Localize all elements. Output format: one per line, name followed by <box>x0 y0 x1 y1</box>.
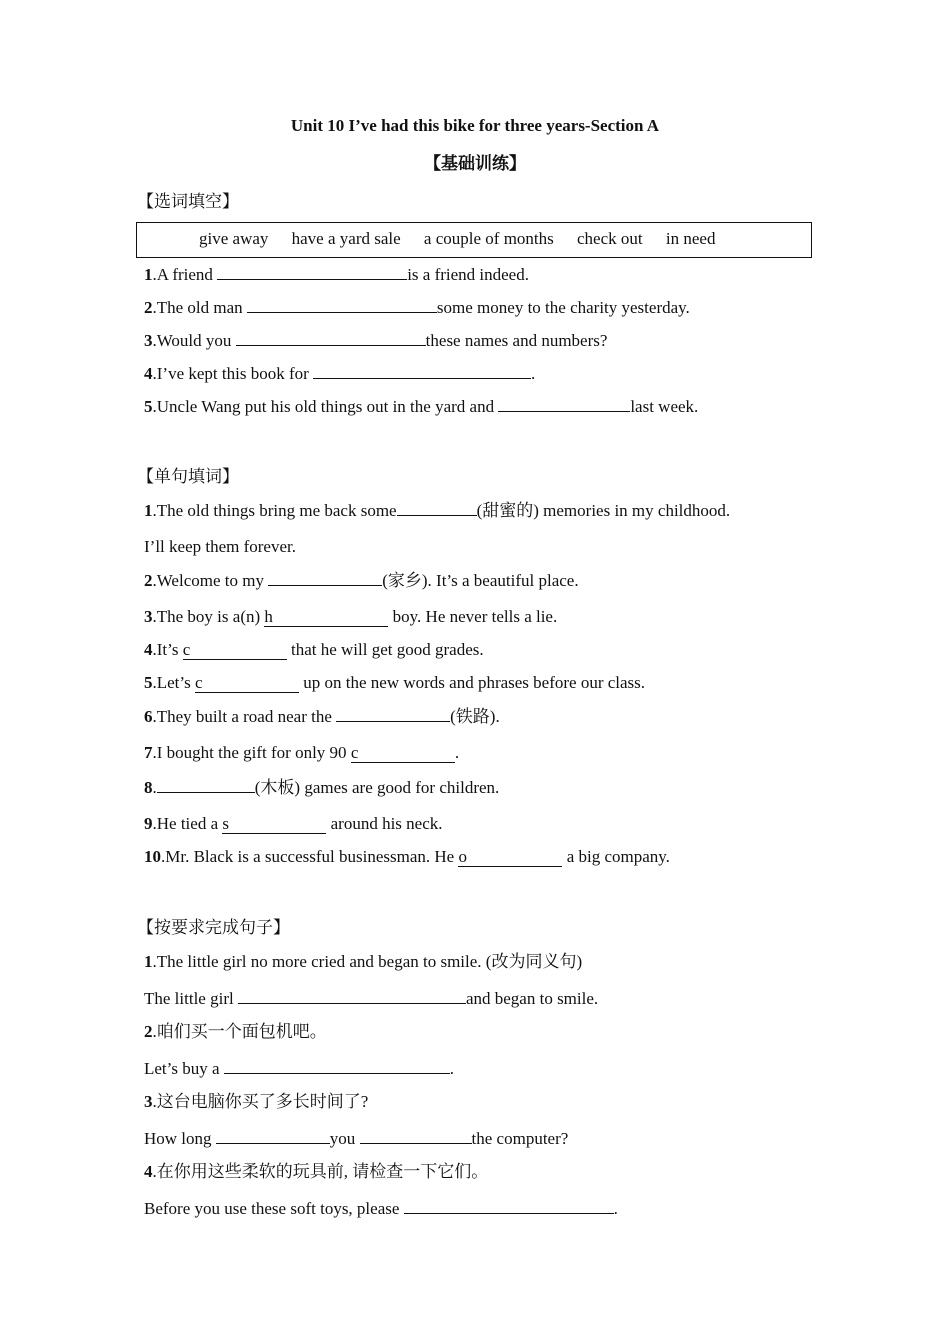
question-text: . <box>152 778 157 797</box>
question-number: 1 <box>144 501 153 520</box>
question-text: .The old man <box>152 298 247 317</box>
question-text: .这台电脑你买了多长时间了? <box>152 1092 369 1111</box>
s3-question-3 <box>144 1091 368 1113</box>
question-number: 1 <box>144 952 153 971</box>
s2-question-7 <box>144 742 459 764</box>
question-text: a big company. <box>562 847 670 866</box>
answer-text: Let’s buy a <box>144 1059 224 1078</box>
section1-heading: 【选词填空】 <box>137 192 239 211</box>
answer-text: you <box>329 1129 360 1148</box>
answer-blank[interactable]: c <box>183 641 287 660</box>
question-number: 7 <box>144 743 153 762</box>
question-text: (家乡). It’s a beautiful place. <box>382 571 579 590</box>
answer-blank[interactable]: c <box>351 744 455 763</box>
s1-question-2 <box>144 296 690 319</box>
s2-question-5 <box>144 672 645 694</box>
question-text: up on the new words and phrases before our class. <box>299 673 646 692</box>
answer-blank[interactable] <box>360 1127 472 1144</box>
question-number: 3 <box>144 607 153 626</box>
question-text: .在你用这些柔软的玩具前, 请检查一下它们。 <box>152 1162 489 1181</box>
s2-question-3 <box>144 606 557 628</box>
word-option: check out <box>577 229 643 248</box>
answer-text: The little girl <box>144 989 238 1008</box>
answer-blank[interactable] <box>336 721 450 722</box>
s2-question-2 <box>144 570 579 592</box>
answer-text: and began to smile. <box>465 989 599 1008</box>
answer-blank[interactable]: h <box>264 608 388 627</box>
page-subtitle: 【基础训练】 <box>424 154 526 173</box>
question-text: (甜蜜的) memories in my childhood. <box>476 501 731 520</box>
page-title: Unit 10 I’ve had this bike for three years-Section A <box>290 116 660 135</box>
question-number: 4 <box>144 364 153 383</box>
question-text: (木板) games are good for children. <box>254 778 500 797</box>
question-text: .The boy is a(n) <box>152 607 265 626</box>
question-number: 1 <box>144 265 153 284</box>
answer-blank[interactable] <box>313 362 531 379</box>
question-text: .Mr. Black is a successful businessman. He <box>161 847 459 866</box>
question-text: .The old things bring me back some <box>152 501 397 520</box>
question-text: .I bought the gift for only 90 <box>152 743 351 762</box>
question-text: (铁路). <box>450 707 500 726</box>
answer-blank[interactable]: s <box>222 815 326 834</box>
question-number: 5 <box>144 397 153 416</box>
question-text: last week. <box>630 397 699 416</box>
question-number: 4 <box>144 640 153 659</box>
s3-question-2 <box>144 1021 327 1043</box>
word-option: have a yard sale <box>291 229 401 248</box>
answer-blank[interactable] <box>268 585 382 586</box>
question-number: 3 <box>144 1092 153 1111</box>
word-list <box>199 229 734 249</box>
question-text: around his neck. <box>326 814 443 833</box>
answer-text: the computer? <box>471 1129 569 1148</box>
s1-question-4 <box>144 362 535 385</box>
answer-blank[interactable] <box>404 1197 614 1214</box>
answer-blank[interactable] <box>498 395 630 412</box>
word-option: a couple of months <box>423 229 554 248</box>
answer-text: . <box>449 1059 455 1078</box>
question-number: 9 <box>144 814 153 833</box>
question-number: 8 <box>144 778 153 797</box>
question-text: .Let’s <box>152 673 195 692</box>
question-text: . <box>454 743 460 762</box>
s2-question-6 <box>144 706 500 728</box>
question-text: is a friend indeed. <box>407 265 529 284</box>
answer-blank[interactable] <box>157 792 255 793</box>
s3-question-1 <box>144 951 582 973</box>
question-text: some money to the charity yesterday. <box>436 298 690 317</box>
s1-question-5 <box>144 395 698 418</box>
s2-question-9 <box>144 813 443 835</box>
answer-blank[interactable]: c <box>195 674 299 693</box>
s2-question-1-continued: I’ll keep them forever. <box>144 537 296 556</box>
question-number: 4 <box>144 1162 153 1181</box>
question-text: .Welcome to my <box>152 571 269 590</box>
answer-blank[interactable] <box>238 987 466 1004</box>
s3-answer-4 <box>144 1197 618 1220</box>
s2-question-8 <box>144 777 499 799</box>
section3-heading: 【按要求完成句子】 <box>137 918 290 937</box>
question-text: .咱们买一个面包机吧。 <box>152 1022 327 1041</box>
answer-blank[interactable]: o <box>458 848 562 867</box>
answer-text: . <box>613 1199 618 1218</box>
word-option: in need <box>665 229 716 248</box>
question-number: 2 <box>144 298 153 317</box>
question-number: 3 <box>144 331 153 350</box>
s2-question-1 <box>144 500 730 522</box>
answer-blank[interactable] <box>236 329 426 346</box>
s3-answer-1 <box>144 987 598 1010</box>
question-number: 2 <box>144 1022 153 1041</box>
question-text: that he will get good grades. <box>286 640 484 659</box>
answer-blank[interactable] <box>224 1057 450 1074</box>
answer-blank[interactable] <box>247 296 437 313</box>
s2-question-4 <box>144 639 484 661</box>
question-text: .The little girl no more cried and began to smile. (改为同义句) <box>152 952 583 971</box>
answer-text: Before you use these soft toys, please <box>144 1199 404 1218</box>
question-text: .They built a road near the <box>152 707 337 726</box>
word-box <box>136 222 812 258</box>
answer-blank[interactable] <box>217 263 407 280</box>
s1-question-3 <box>144 329 607 352</box>
question-text: boy. He never tells a lie. <box>388 607 558 626</box>
section2-heading: 【单句填词】 <box>137 467 239 486</box>
s3-answer-2 <box>144 1057 454 1080</box>
question-number: 10 <box>144 847 161 866</box>
question-number: 6 <box>144 707 153 726</box>
answer-text: How long <box>144 1129 216 1148</box>
s3-answer-3 <box>144 1127 568 1150</box>
question-text: .It’s <box>152 640 183 659</box>
word-option: give away <box>199 229 269 248</box>
question-number: 5 <box>144 673 153 692</box>
question-text: . <box>531 364 536 383</box>
question-text: .Would you <box>152 331 236 350</box>
s3-question-4 <box>144 1161 488 1183</box>
s2-question-10 <box>144 846 670 868</box>
question-text: .He tied a <box>152 814 223 833</box>
question-text: .I’ve kept this book for <box>152 364 314 383</box>
question-text: these names and numbers? <box>425 331 608 350</box>
question-text: .A friend <box>152 265 218 284</box>
answer-blank[interactable] <box>397 515 477 516</box>
s1-question-1 <box>144 263 529 286</box>
answer-blank[interactable] <box>216 1127 330 1144</box>
question-number: 2 <box>144 571 153 590</box>
question-text: .Uncle Wang put his old things out in the yard and <box>152 397 499 416</box>
